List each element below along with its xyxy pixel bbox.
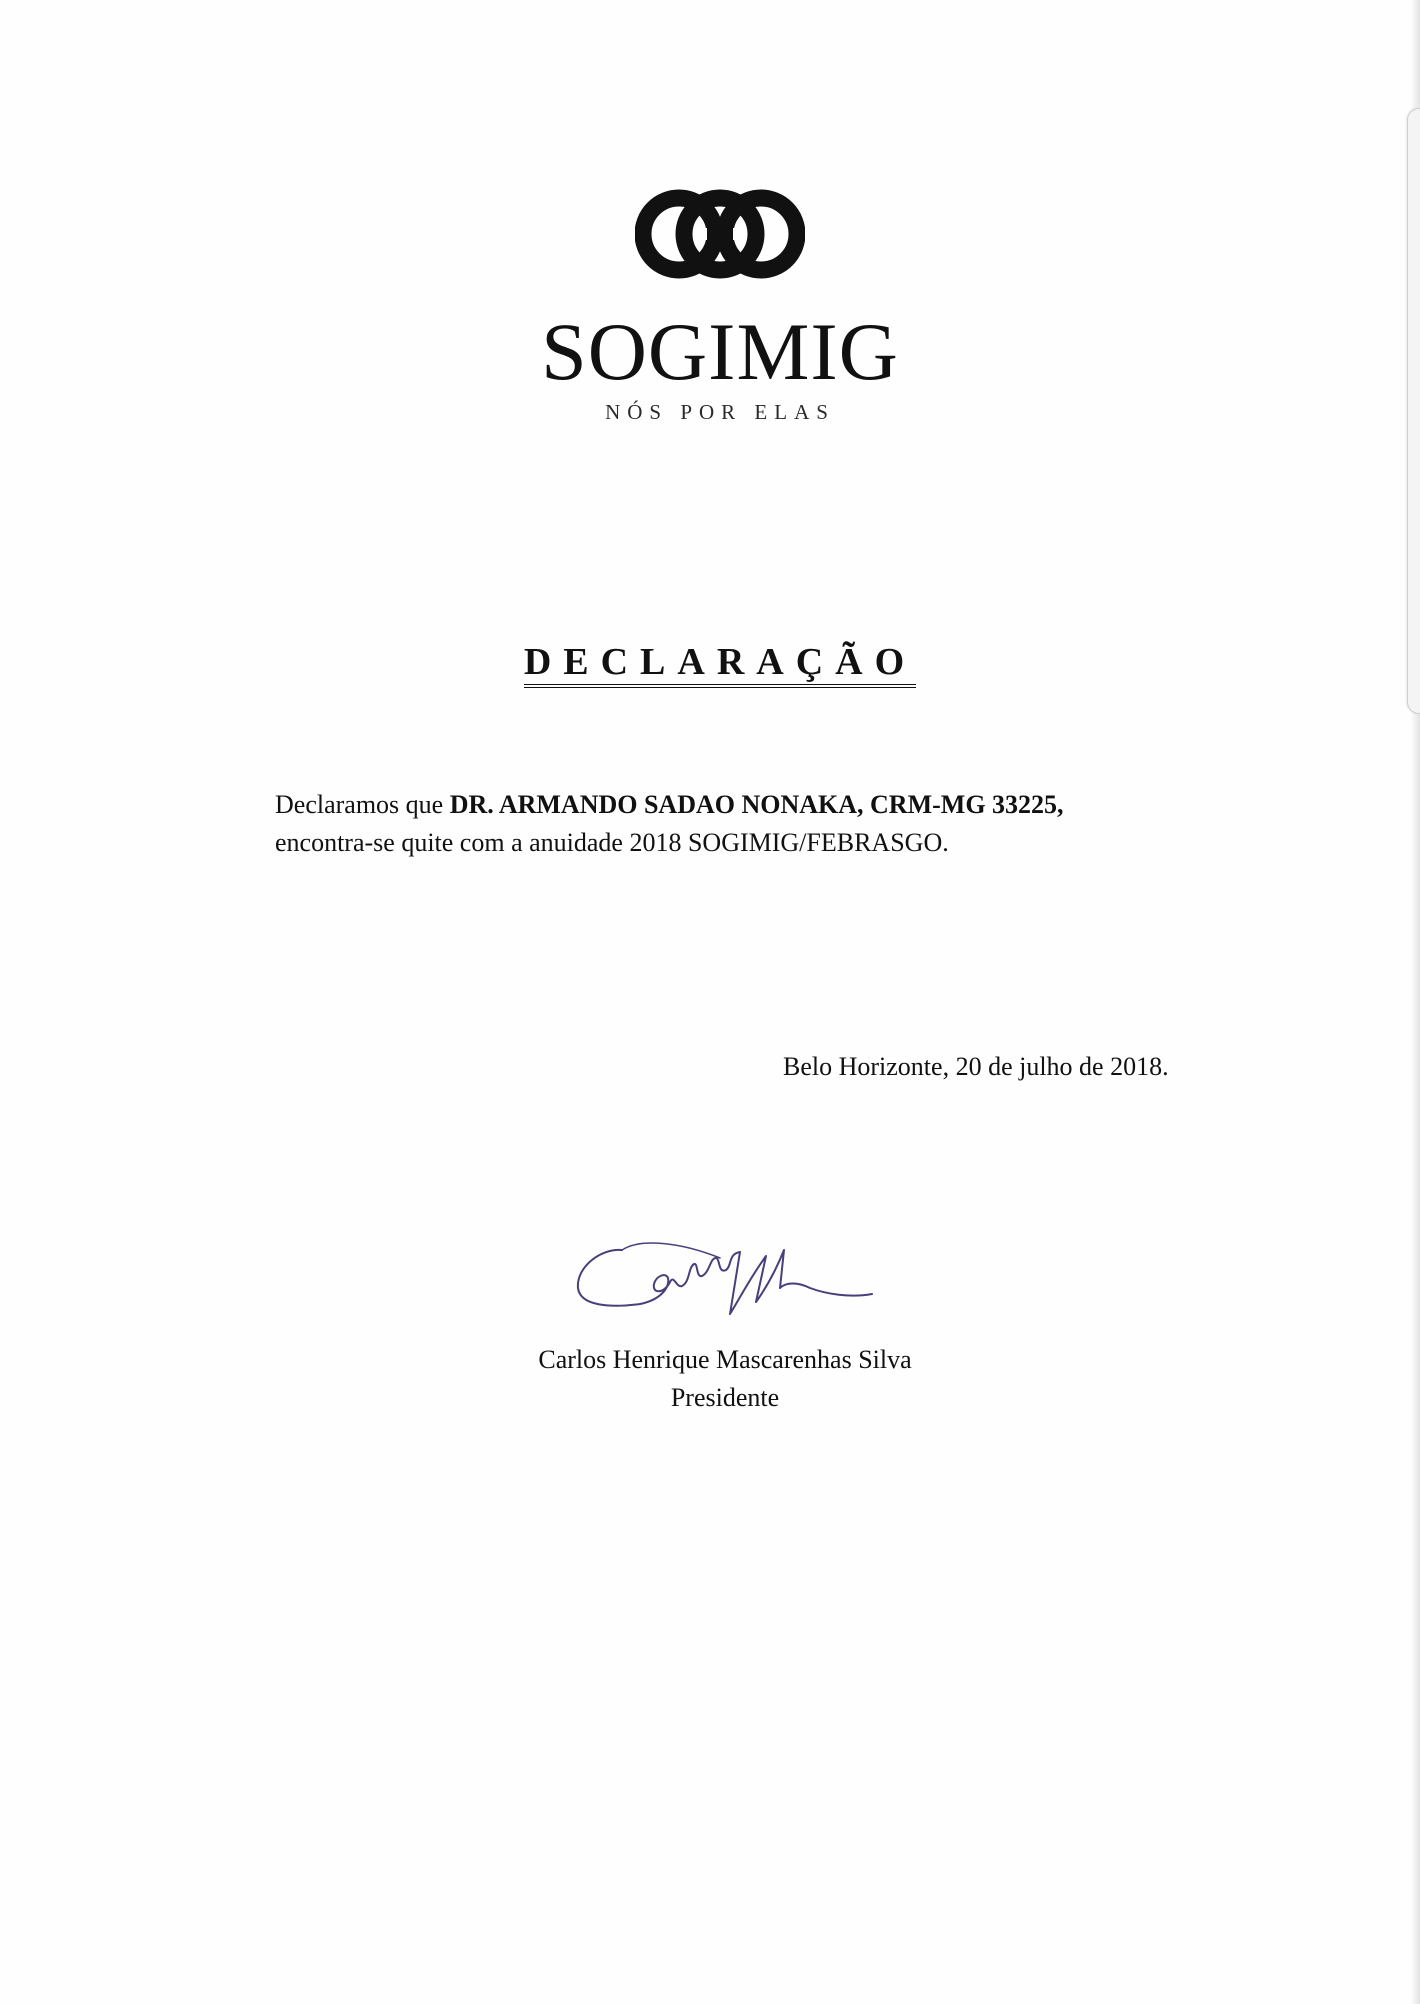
side-scroll-tab[interactable]	[1407, 108, 1420, 714]
declared-person: DR. ARMANDO SADAO NONAKA, CRM-MG 33225,	[449, 790, 1064, 819]
declaration-paragraph	[275, 786, 1175, 862]
signatory-role: Presidente	[670, 1383, 780, 1412]
logo-tagline: NÓS POR ELAS	[605, 400, 835, 424]
logo-wordmark: SOGIMIG	[541, 306, 899, 397]
document-title-text: DECLARAÇÃO	[524, 641, 916, 688]
document-title	[0, 640, 1420, 684]
signatory-name: Carlos Henrique Mascarenhas Silva	[538, 1345, 912, 1374]
handwritten-signature	[570, 1228, 880, 1328]
sogimig-logo	[540, 176, 900, 424]
logo-rings-icon	[635, 176, 805, 296]
declaration-prefix: Declaramos que	[275, 790, 450, 819]
place-date-line: Belo Horizonte, 20 de julho de 2018.	[783, 1052, 1169, 1081]
declaration-statement: encontra-se quite com a anuidade 2018 SOGIMIG/FEBRASGO.	[275, 828, 949, 857]
